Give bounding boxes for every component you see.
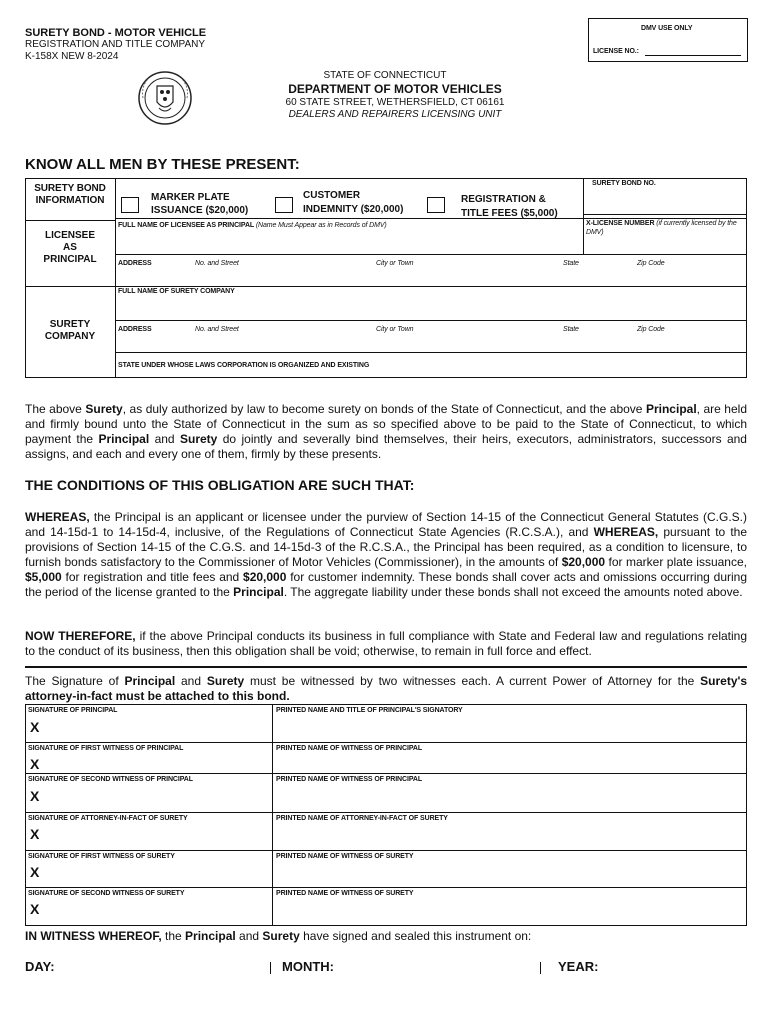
bond-info-label: SURETY BOND INFORMATION: [34, 183, 106, 206]
sig-first-witness-principal-field[interactable]: [45, 754, 269, 772]
sig-second-witness-principal-field[interactable]: [45, 785, 269, 810]
printed-principal-field[interactable]: [276, 716, 742, 740]
licensee-name-label: FULL NAME OF LICENSEE AS PRINCIPAL (Name Must Appear as in Records of DMV): [118, 222, 387, 229]
year-label: YEAR:: [558, 959, 599, 974]
sig-second-witness-surety-label: SIGNATURE OF SECOND WITNESS OF SURETY: [28, 890, 185, 897]
surety-label: SURETY COMPANY: [44, 319, 96, 342]
know-all-heading: KNOW ALL MEN BY THESE PRESENT:: [25, 156, 300, 173]
whereas-paragraph: WHEREAS, the Principal is an applicant or licensee under the purview of Section 14-15 of the Connecticut General Statutes (C.G.S.) and 14-15d-1 to 14-15d-4, inclusive, of the Regulations of Connecticut State Agencies (R.C.S.A.), and WHEREAS, pursuant to the provisions of Section 14-15 of the C.G.S. and 14-15d-3 of the R.C.S.A., the Principal has been required, as a condition to licensure, to furnish bonds satisfactory to the Commissioner of Motor Vehicles (Commissioner), in the amounts of $20,000 for marker plate issuance, $5,000 for registration and title fees and $20,000 for customer indemnity. These bonds shall cover acts and omissions occurring during the period of the license granted to the Principal. The aggregate liability under these bonds shall not exceed the amounts noted above.: [25, 510, 747, 599]
day-label: DAY:: [25, 959, 55, 974]
agency-department: DEPARTMENT OF MOTOR VEHICLES: [288, 82, 502, 96]
licensee-street-label: No. and Street: [195, 260, 239, 267]
surety-city-label: City or Town: [376, 326, 414, 333]
month-field[interactable]: [336, 958, 536, 974]
surety-address-field[interactable]: [118, 334, 742, 350]
form-title: SURETY BOND - MOTOR VEHICLE: [25, 27, 207, 39]
surety-state-laws-label: STATE UNDER WHOSE LAWS CORPORATION IS ORGANIZED AND EXISTING: [118, 362, 370, 369]
registration-title-option: REGISTRATION & TITLE FEES ($5,000): [461, 194, 558, 219]
bond-paragraph: The above Surety, as duly authorized by law to become surety on bonds of the State of Connecticut, and the above Principal, are held and firmly bound unto the State of Connecticut in the sum as so specified above to be paid to the State of Connecticut, to which payment the Principal and Surety do jointly and severally bind themselves, their heirs, executors, administrators, successors and assigns, and each and every one of them, firmly by these presents.: [25, 402, 747, 461]
licensee-state-label: State: [563, 260, 579, 267]
licensee-address-field[interactable]: [118, 268, 742, 284]
sig-attorney-field[interactable]: [45, 824, 269, 848]
printed-principal-label: PRINTED NAME AND TITLE OF PRINCIPAL'S SIGNATORY: [276, 707, 463, 714]
printed-first-witness-surety-label: PRINTED NAME OF WITNESS OF SURETY: [276, 853, 414, 860]
printed-first-witness-surety-field[interactable]: [276, 862, 742, 885]
xlicense-label: X-LICENSE NUMBER (if currently licensed by the DMV): [586, 220, 737, 236]
customer-indemnity-checkbox[interactable]: [275, 197, 293, 213]
surety-street-label: No. and Street: [195, 326, 239, 333]
marker-plate-checkbox[interactable]: [121, 197, 139, 213]
sig-second-witness-surety-x: X: [30, 901, 40, 917]
sig-first-witness-principal-label: SIGNATURE OF FIRST WITNESS OF PRINCIPAL: [28, 745, 184, 752]
witness-whereof: IN WITNESS WHEREOF, the Principal and Surety have signed and sealed this instrument on:: [25, 929, 532, 943]
sig-principal-label: SIGNATURE OF PRINCIPAL: [28, 707, 118, 714]
sig-second-witness-principal-x: X: [30, 788, 40, 804]
form-number: K-158X NEW 8-2024: [25, 51, 119, 62]
printed-first-witness-principal-field[interactable]: [276, 754, 742, 772]
registration-title-checkbox[interactable]: [427, 197, 445, 213]
customer-indemnity-option: CUSTOMER INDEMNITY ($20,000): [303, 190, 404, 215]
printed-attorney-field[interactable]: [276, 824, 742, 848]
sig-principal-field[interactable]: [45, 716, 269, 740]
printed-first-witness-principal-label: PRINTED NAME OF WITNESS OF PRINCIPAL: [276, 745, 422, 752]
sig-principal-x: X: [30, 719, 40, 735]
printed-second-witness-surety-field[interactable]: [276, 899, 742, 923]
licensee-name-field[interactable]: [118, 232, 580, 252]
day-field[interactable]: [60, 958, 266, 974]
surety-bond-no-label: SURETY BOND NO.: [592, 180, 656, 187]
licensee-zip-label: Zip Code: [637, 260, 665, 267]
surety-name-field[interactable]: [118, 298, 742, 318]
sig-second-witness-principal-label: SIGNATURE OF SECOND WITNESS OF PRINCIPAL: [28, 776, 193, 783]
sig-second-witness-surety-field[interactable]: [45, 899, 269, 923]
dmv-use-only-box: [588, 18, 748, 62]
agency-address: 60 STATE STREET, WETHERSFIELD, CT 06161: [285, 97, 505, 108]
bond-info-table: [25, 178, 747, 378]
licensee-address-label: ADDRESS: [118, 260, 152, 267]
agency-state: STATE OF CONNECTICUT: [323, 70, 447, 81]
licensee-city-label: City or Town: [376, 260, 414, 267]
agency-unit: DEALERS AND REPAIRERS LICENSING UNIT: [288, 109, 502, 120]
form-subtitle: REGISTRATION AND TITLE COMPANY: [25, 39, 206, 50]
surety-state-label: State: [563, 326, 579, 333]
printed-second-witness-principal-field[interactable]: [276, 785, 742, 810]
license-no-label: LICENSE NO.:: [593, 48, 639, 55]
printed-attorney-label: PRINTED NAME OF ATTORNEY-IN-FACT OF SURETY: [276, 815, 448, 822]
sig-first-witness-principal-x: X: [30, 756, 40, 772]
sig-first-witness-surety-field[interactable]: [45, 862, 269, 885]
surety-name-label: FULL NAME OF SURETY COMPANY: [118, 288, 235, 295]
dmv-use-only-label: DMV USE ONLY: [641, 25, 693, 32]
licensee-label: LICENSEE AS PRINCIPAL: [43, 230, 97, 265]
signature-intro: The Signature of Principal and Surety must be witnessed by two witnesses each. A current Power of Attorney for the Surety's attorney-in-fact must be attached to this bond.: [25, 674, 748, 703]
sig-first-witness-surety-x: X: [30, 864, 40, 880]
surety-address-label: ADDRESS: [118, 326, 152, 333]
surety-zip-label: Zip Code: [637, 326, 665, 333]
license-no-field[interactable]: [645, 55, 741, 56]
sig-attorney-label: SIGNATURE OF ATTORNEY-IN-FACT OF SURETY: [28, 815, 188, 822]
conditions-heading: THE CONDITIONS OF THIS OBLIGATION ARE SUCH THAT:: [25, 477, 415, 493]
marker-plate-option: MARKER PLATE ISSUANCE ($20,000): [151, 192, 249, 216]
now-therefore-paragraph: NOW THEREFORE, if the above Principal conducts its business in full compliance with State and Federal law and regulations relating to the conduct of its business, then this obligation shall be void; otherwise, to remain in full force and effect.: [25, 629, 748, 658]
year-field[interactable]: [600, 958, 746, 974]
printed-second-witness-principal-label: PRINTED NAME OF WITNESS OF PRINCIPAL: [276, 776, 422, 783]
printed-second-witness-surety-label: PRINTED NAME OF WITNESS OF SURETY: [276, 890, 414, 897]
month-label: MONTH:: [282, 959, 334, 974]
sig-first-witness-surety-label: SIGNATURE OF FIRST WITNESS OF SURETY: [28, 853, 175, 860]
sig-attorney-x: X: [30, 826, 40, 842]
surety-bond-no-field[interactable]: [585, 190, 745, 212]
signature-table: [25, 704, 747, 926]
